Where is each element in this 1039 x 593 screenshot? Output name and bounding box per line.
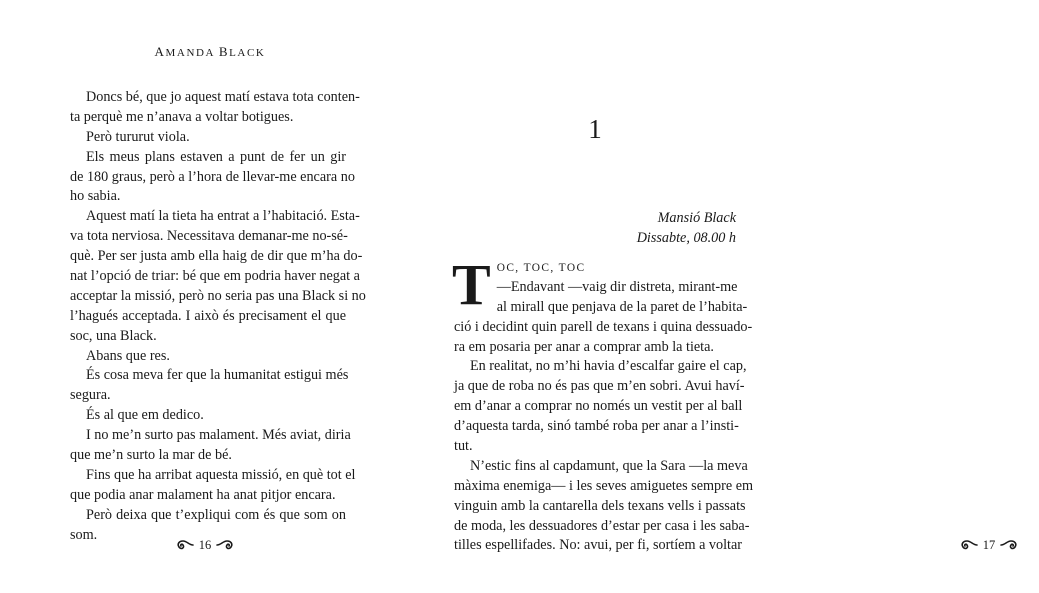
text-line: què. Per ser justa amb ella haig de dir que m’ha do- xyxy=(70,248,363,265)
text-line: És al que em dedico. xyxy=(86,407,204,424)
text-line: N’estic fins al capdamunt, que la Sara —la meva xyxy=(470,457,748,474)
curl-ornament-icon xyxy=(215,538,235,552)
text-line: ta perquè me n’anava a voltar botigues. xyxy=(70,108,294,125)
text-line: l’hagués acceptada. I això és precisament el que xyxy=(70,307,346,324)
text-line: —Endavant —vaig dir distreta, mirant-me xyxy=(496,278,738,295)
place-name: Mansió Black xyxy=(657,210,736,226)
running-head-second-rest: LACK xyxy=(229,47,266,59)
text-line: de 180 graus, però a l’hora de llevar-me encara no xyxy=(70,168,355,185)
text-line: acceptar la missió, però no seria pas una Black si no xyxy=(70,287,366,304)
text-line: És cosa meva fer que la humanitat estigui més xyxy=(86,367,349,384)
page-number-17 xyxy=(939,535,1039,555)
left-page xyxy=(0,0,400,593)
text-line: Però deixa que t’expliqui com és que som on xyxy=(86,506,346,523)
right-body-text xyxy=(452,252,754,556)
text-line: de moda, les dessuadores d’estar per casa i les saba- xyxy=(454,517,750,534)
text-line: En realitat, no m’hi havia d’escalfar gaire el cap, xyxy=(470,358,747,375)
right-page xyxy=(400,0,996,593)
curl-ornament-icon xyxy=(175,538,195,552)
text-line: soc, una Black. xyxy=(70,327,157,344)
running-head-first-rest: MANDA xyxy=(165,47,215,59)
running-head-second-initial: B xyxy=(218,44,230,59)
chapter-location xyxy=(454,209,736,248)
text-line: va tota nerviosa. Necessitava demanar-me no-sé- xyxy=(70,228,348,245)
page-number-16 xyxy=(155,535,255,555)
text-line: tilles espellifades. No: avui, per fi, sortíem a voltar xyxy=(454,537,743,554)
date-time: Dissabte, 08.00 h xyxy=(636,229,736,246)
running-head-first-initial: A xyxy=(154,44,166,59)
curl-ornament-icon xyxy=(959,538,979,552)
text-line: màxima enemiga— i les seves amiguetes sempre em xyxy=(454,477,754,494)
text-line: som. xyxy=(70,526,98,543)
text-line: al mirall que penjava de la paret de l’habita- xyxy=(496,298,748,315)
text-line: ja que de roba no és pas que m’en sobri. Avui haví- xyxy=(454,378,745,395)
text-line: ho sabia. xyxy=(70,188,121,205)
page-number: 16 xyxy=(198,537,212,552)
chapter-number: 1 xyxy=(588,114,602,144)
text-line: ció i decidint quin parell de texans i quina dessuado- xyxy=(454,318,753,335)
text-line: Aquest matí la tieta ha entrat a l’habitació. Esta- xyxy=(86,208,360,225)
curl-ornament-icon xyxy=(999,538,1019,552)
text-line: Doncs bé, que jo aquest matí estava tota conten- xyxy=(86,89,360,105)
text-line: que me’n surto la mar de bé. xyxy=(70,447,232,464)
left-body-text xyxy=(70,88,366,545)
opening-words: OC, TOC, TOC xyxy=(496,262,586,274)
page-number: 17 xyxy=(982,537,996,552)
text-line: nat l’opció de triar: bé que em podria haver negat a xyxy=(70,268,360,285)
running-head xyxy=(70,44,350,60)
text-line: tut. xyxy=(454,438,473,455)
text-line: em d’anar a comprar no només un vestit per al ball xyxy=(454,398,743,415)
text-line: d’aquesta tarda, sinó també roba per anar a l’insti- xyxy=(454,418,739,435)
text-line: I no me’n surto pas malament. Més aviat, diria xyxy=(86,427,351,444)
text-line: vinguin amb la cantarella dels texans vells i passats xyxy=(454,497,746,514)
text-line: que podia anar malament ha anat pitjor encara. xyxy=(70,486,336,503)
text-line: Fins que ha arribat aquesta missió, en què tot el xyxy=(86,466,356,483)
text-line: Però tururut viola. xyxy=(86,128,190,145)
drop-cap: T xyxy=(452,252,491,317)
text-line: Els meus plans estaven a punt de fer un gir xyxy=(86,148,346,165)
text-line: Abans que res. xyxy=(86,347,170,364)
text-line: segura. xyxy=(70,387,111,404)
text-line: ra em posaria per anar a comprar amb la tieta. xyxy=(454,338,714,355)
